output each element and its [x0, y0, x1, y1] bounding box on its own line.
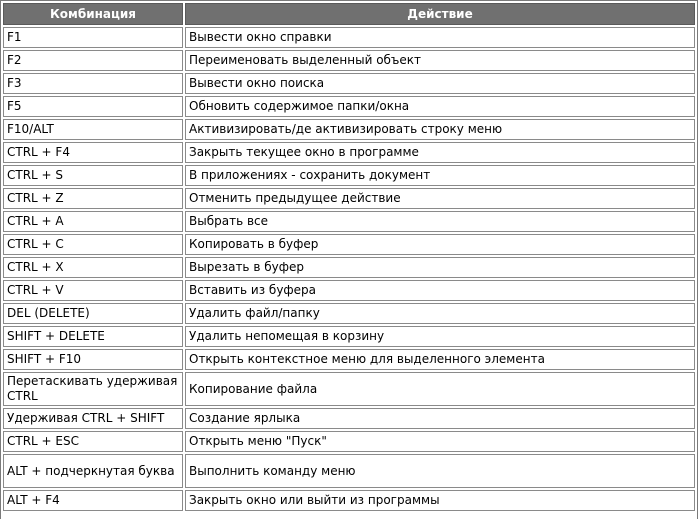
shortcut-key: CTRL + V — [3, 280, 183, 301]
table-row — [3, 73, 695, 94]
table-row — [3, 349, 695, 370]
shortcut-key: CTRL + F4 — [3, 142, 183, 163]
table-row — [3, 326, 695, 347]
table-row — [3, 372, 695, 406]
shortcut-action: Вывести окно поиска — [185, 73, 695, 94]
table-row — [3, 119, 695, 140]
shortcut-key: ALT + F4 — [3, 490, 183, 511]
shortcut-action: Отменить предыдущее действие — [185, 188, 695, 209]
shortcut-action: Вывести окно справки — [185, 27, 695, 48]
shortcut-action: Закрыть текущее окно в программе — [185, 142, 695, 163]
shortcut-action: Создание ярлыка — [185, 408, 695, 429]
shortcut-action: Закрыть окно или выйти из программы — [185, 490, 695, 511]
table-row — [3, 303, 695, 324]
shortcut-key: F1 — [3, 27, 183, 48]
shortcut-key: CTRL + Z — [3, 188, 183, 209]
shortcut-action: Вырезать в буфер — [185, 257, 695, 278]
shortcut-key: F5 — [3, 96, 183, 117]
table-row — [3, 50, 695, 71]
shortcut-action: Копирование файла — [185, 372, 695, 406]
shortcut-action: Активизировать/де активизировать строку меню — [185, 119, 695, 140]
shortcuts-table — [1, 1, 697, 513]
shortcut-key: CTRL + C — [3, 234, 183, 255]
shortcut-key: F10/ALT — [3, 119, 183, 140]
table-row — [3, 165, 695, 186]
shortcut-action: Выполнить команду меню — [185, 454, 695, 488]
shortcut-action: Открыть меню "Пуск" — [185, 431, 695, 452]
shortcut-key: ALT + подчеркнутая буква — [3, 454, 183, 488]
shortcut-action: Открыть контекстное меню для выделенного элемента — [185, 349, 695, 370]
shortcut-key: CTRL + S — [3, 165, 183, 186]
table-row — [3, 27, 695, 48]
header-action: Действие — [185, 3, 695, 25]
shortcut-action: Удалить файл/папку — [185, 303, 695, 324]
shortcut-key: CTRL + ESC — [3, 431, 183, 452]
table-row — [3, 454, 695, 488]
shortcut-key: F3 — [3, 73, 183, 94]
shortcut-key: CTRL + A — [3, 211, 183, 232]
shortcut-key: SHIFT + DELETE — [3, 326, 183, 347]
table-row — [3, 257, 695, 278]
table-row — [3, 280, 695, 301]
header-combination: Комбинация — [3, 3, 183, 25]
shortcut-key: Удерживая CTRL + SHIFT — [3, 408, 183, 429]
table-row — [3, 188, 695, 209]
table-row — [3, 96, 695, 117]
shortcut-key: DEL (DELETE) — [3, 303, 183, 324]
shortcut-action: Удалить непомещая в корзину — [185, 326, 695, 347]
table-row — [3, 211, 695, 232]
shortcut-key: SHIFT + F10 — [3, 349, 183, 370]
shortcut-action: Копировать в буфер — [185, 234, 695, 255]
shortcut-action: Вставить из буфера — [185, 280, 695, 301]
header-row — [3, 3, 695, 25]
table-row — [3, 142, 695, 163]
shortcut-action: Выбрать все — [185, 211, 695, 232]
shortcut-key: CTRL + X — [3, 257, 183, 278]
shortcut-action: В приложениях - сохранить документ — [185, 165, 695, 186]
table-row — [3, 234, 695, 255]
shortcut-key: Перетаскивать удерживая CTRL — [3, 372, 183, 406]
shortcut-action: Обновить содержимое папки/окна — [185, 96, 695, 117]
table-row — [3, 431, 695, 452]
table-row — [3, 408, 695, 429]
table-row — [3, 490, 695, 511]
shortcut-key: F2 — [3, 50, 183, 71]
shortcut-action: Переименовать выделенный объект — [185, 50, 695, 71]
